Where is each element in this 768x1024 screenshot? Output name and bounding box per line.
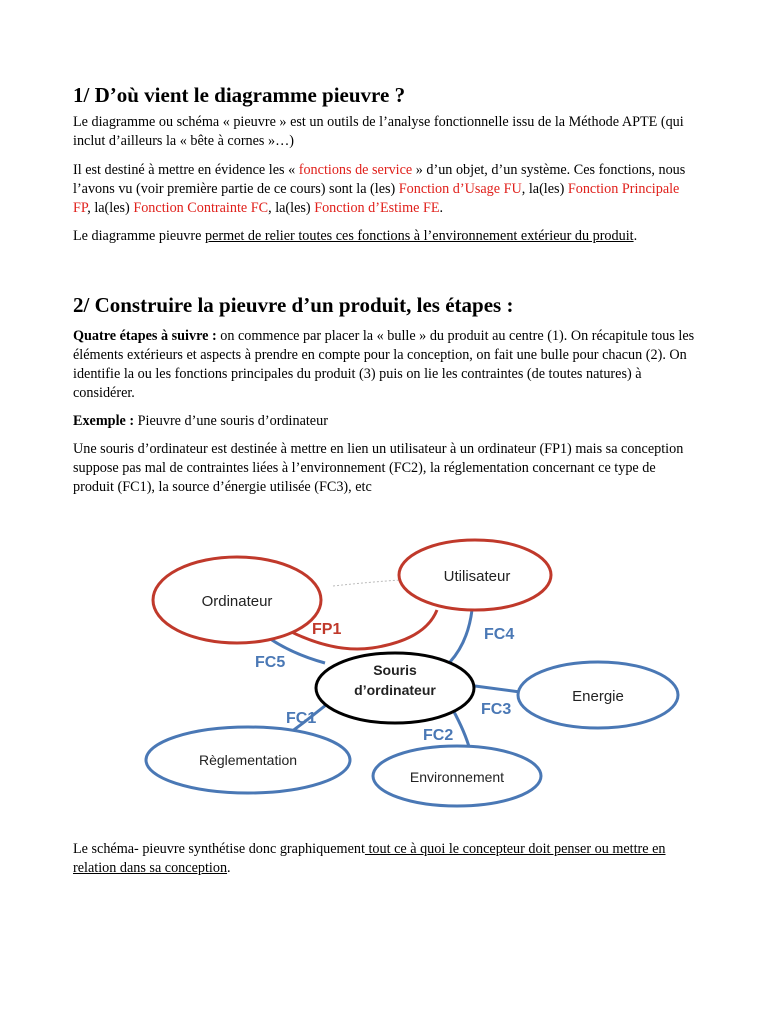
ordinateur-label: Ordinateur [201, 593, 273, 610]
section2-paragraph-3: Une souris d’ordinateur est destinée à mettre en lien un utilisateur à un ordinateur (FP1) mais sa conception suppose pas mal de contraintes liées à l’environnement (FC2), la réglementation concernant ce type de produit (FC1), la source d’énergie utilisée (FC3), etc [73, 441, 684, 495]
dotted-connector [333, 580, 400, 586]
environnement-label: Environnement [409, 769, 505, 785]
bold-lead: Quatre étapes à suivre : [73, 328, 217, 344]
text-run: , la(les) [268, 200, 315, 216]
fc4-link-line [450, 610, 472, 662]
fc4-label: FC4 [484, 626, 515, 643]
pieuvre-diagram [0, 530, 768, 830]
fc3-label: FC3 [481, 701, 512, 718]
fc3-link-line [475, 686, 520, 692]
text-run: , la(les) [521, 181, 568, 197]
section2-heading: 2/ Construire la pieuvre d’un produit, les étapes : [73, 293, 514, 317]
underlined-statement: tout ce à quoi le concepteur doit penser ou mettre en relation dans sa conception [73, 841, 666, 876]
text-run: Le schéma- pieuvre synthétise donc graphiquement [73, 841, 365, 857]
fc5-label: FC5 [255, 654, 286, 671]
fc2-label: FC2 [423, 727, 454, 744]
souris-label-line2: d’ordinateur [354, 682, 436, 698]
text-run: Pieuvre d’une souris d’ordinateur [134, 413, 328, 429]
text-run: , la(les) [87, 200, 134, 216]
text-run: » d’un objet, d’un système. Ces fonctions, nous l’avons vu (voir première partie de ce cours) sont la (les) [73, 162, 686, 197]
section1-paragraph-2 [73, 161, 698, 218]
text-run: . [633, 228, 638, 244]
reglementation-label: Règlementation [198, 752, 298, 768]
underlined-statement: permet de relier toutes ces fonctions à l’environnement extérieur du produit [204, 228, 634, 244]
souris-label-line1: Souris [373, 662, 417, 678]
section2-paragraph-2 [73, 412, 698, 431]
section1-paragraph-1: Le diagramme ou schéma « pieuvre » est un outils de l’analyse fonctionnelle issu de la Méthode APTE (qui inclut d’ailleurs la « bête à cornes »…) [73, 114, 684, 149]
fp1-label: FP1 [312, 621, 342, 638]
text-run: Il est destiné à mettre en évidence les « [73, 162, 299, 178]
bold-lead: Exemple : [73, 413, 135, 429]
fc2-link-line [453, 710, 470, 750]
energie-label: Energie [572, 688, 624, 705]
text-run: . [439, 200, 444, 216]
fc1-label: FC1 [286, 710, 317, 727]
fonctions-de-service-term: fonctions de service [298, 162, 413, 178]
section1-heading: 1/ D’où vient le diagramme pieuvre ? [73, 83, 406, 107]
text-run: . [227, 860, 231, 876]
conclusion-paragraph [73, 840, 673, 878]
utilisateur-label: Utilisateur [443, 568, 511, 585]
fonction-contrainte-term: Fonction Contrainte FC [133, 200, 269, 216]
section1-paragraph-3 [73, 227, 698, 246]
section2-paragraph-1 [73, 327, 698, 403]
fonction-estime-term: Fonction d’Estime FE [314, 200, 440, 216]
text-run: on commence par placer la « bulle » du produit au centre (1). On récapitule tous les éléments extérieurs et aspects à prendre en compte pour la conception, on fait une bulle pour chacun (2). On identifie la ou les fonctions principales du produit (3) puis on lie les contraintes (de toutes natures) à considérer. [73, 328, 695, 401]
fonction-usage-term: Fonction d’Usage FU [398, 181, 522, 197]
fonction-principale-term: Fonction Principale FP [73, 181, 680, 216]
text-run: Le diagramme pieuvre [73, 228, 205, 244]
